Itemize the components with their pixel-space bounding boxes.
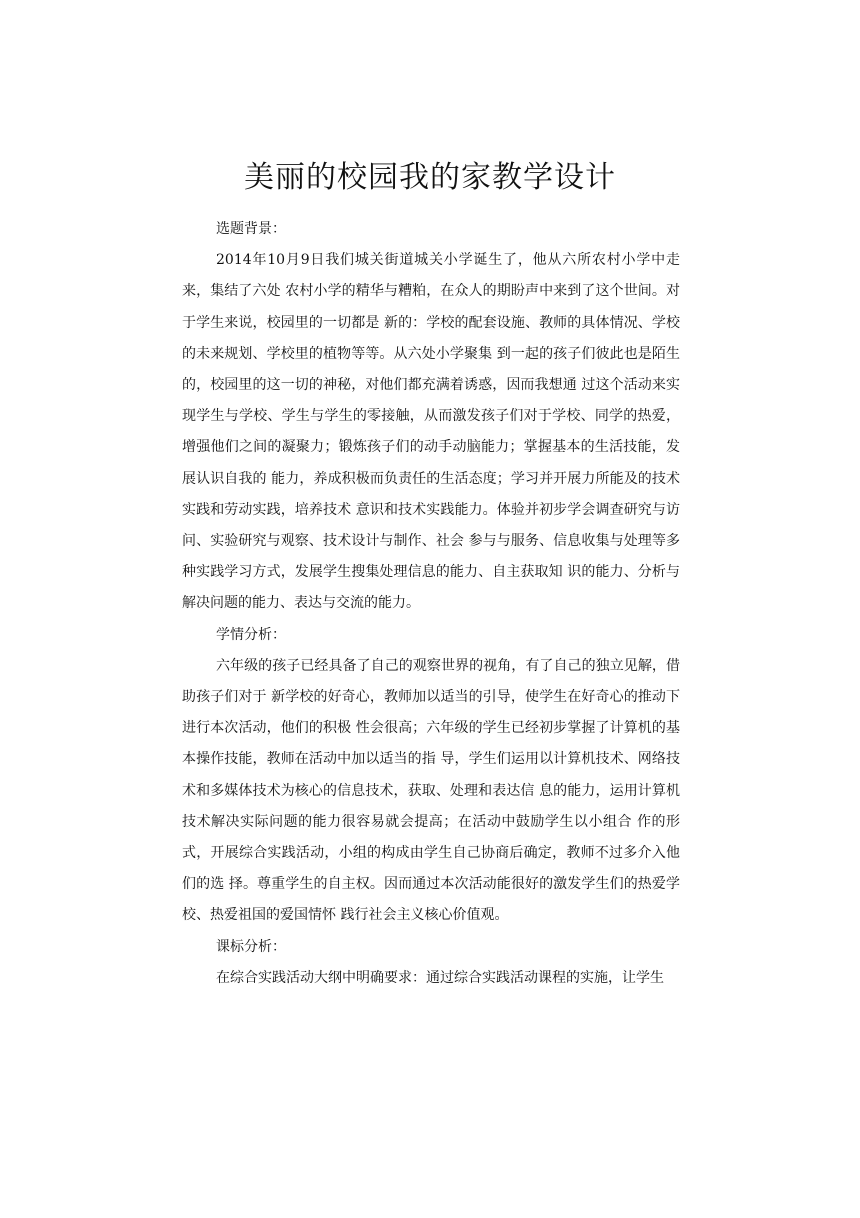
section-paragraph-background: 2014年10月9日我们城关街道城关小学诞生了，他从六所农村小学中走来，集结了六处 农村小学的精华与糟粕，在众人的期盼声中来到了这个世间。对于学生来说，校园里的一切都是 新的：学校的配套设施、教师的具体情况、学校的未来规划、学校里的植物等等。从六处小学聚集 到一起的孩子们彼此也是陌生的，校园里的这一切的神秘，对他们都充满着诱惑，因而我想通 过这个活动来实现学生与学校、学生与学生的零接触，从而激发孩子们对于学校、同学的热爱， 增强他们之间的凝聚力；锻炼孩子们的动手动脑能力；掌握基本的生活技能，发展认识自我的 能力，养成积极而负责任的生活态度；学习并开展力所能及的技术实践和劳动实践，培养技术 意识和技术实践能力。体验并初步学会调查研究与访问、实验研究与观察、技术设计与制作、社会 参与与服务、信息收集与处理等多种实践学习方式，发展学生搜集处理信息的能力、自主获取知 识的能力、分析与解决问题的能力、表达与交流的能力。 bbox=[182, 252, 680, 612]
document-title: 美丽的校园我的家教学设计 bbox=[244, 160, 616, 195]
section-paragraph-student-analysis: 六年级的孩子已经具备了自己的观察世界的视角，有了自己的独立见解，借助孩子们对于 新学校的好奇心，教师加以适当的引导，使学生在好奇心的推动下进行本次活动，他们的积极 性会很高；六年级的学生已经初步掌握了计算机的基本操作技能，教师在活动中加以适当的指 导，学生们运用以计算机技术、网络技术和多媒体技术为核心的信息技术，获取、处理和表达信 息的能力，运用计算机技术解决实际问题的能力很容易就会提高；在活动中鼓励学生以小组合 作的形式，开展综合实践活动，小组的构成由学生自己协商后确定，教师不过多介入他们的选 择。尊重学生的自主权。因而通过本次活动能很好的激发学生们的热爱学校、热爱祖国的爱国情怀 践行社会主义核心价值观。 bbox=[182, 657, 680, 924]
document-body bbox=[182, 214, 680, 994]
section-heading-background: 选题背景： bbox=[216, 221, 286, 237]
section-paragraph-curriculum-analysis: 在综合实践活动大纲中明确要求：通过综合实践活动课程的实施，让学生 bbox=[216, 969, 664, 986]
section-heading-student-analysis: 学情分析： bbox=[216, 626, 286, 643]
section-heading-curriculum-analysis: 课标分析： bbox=[216, 938, 286, 955]
